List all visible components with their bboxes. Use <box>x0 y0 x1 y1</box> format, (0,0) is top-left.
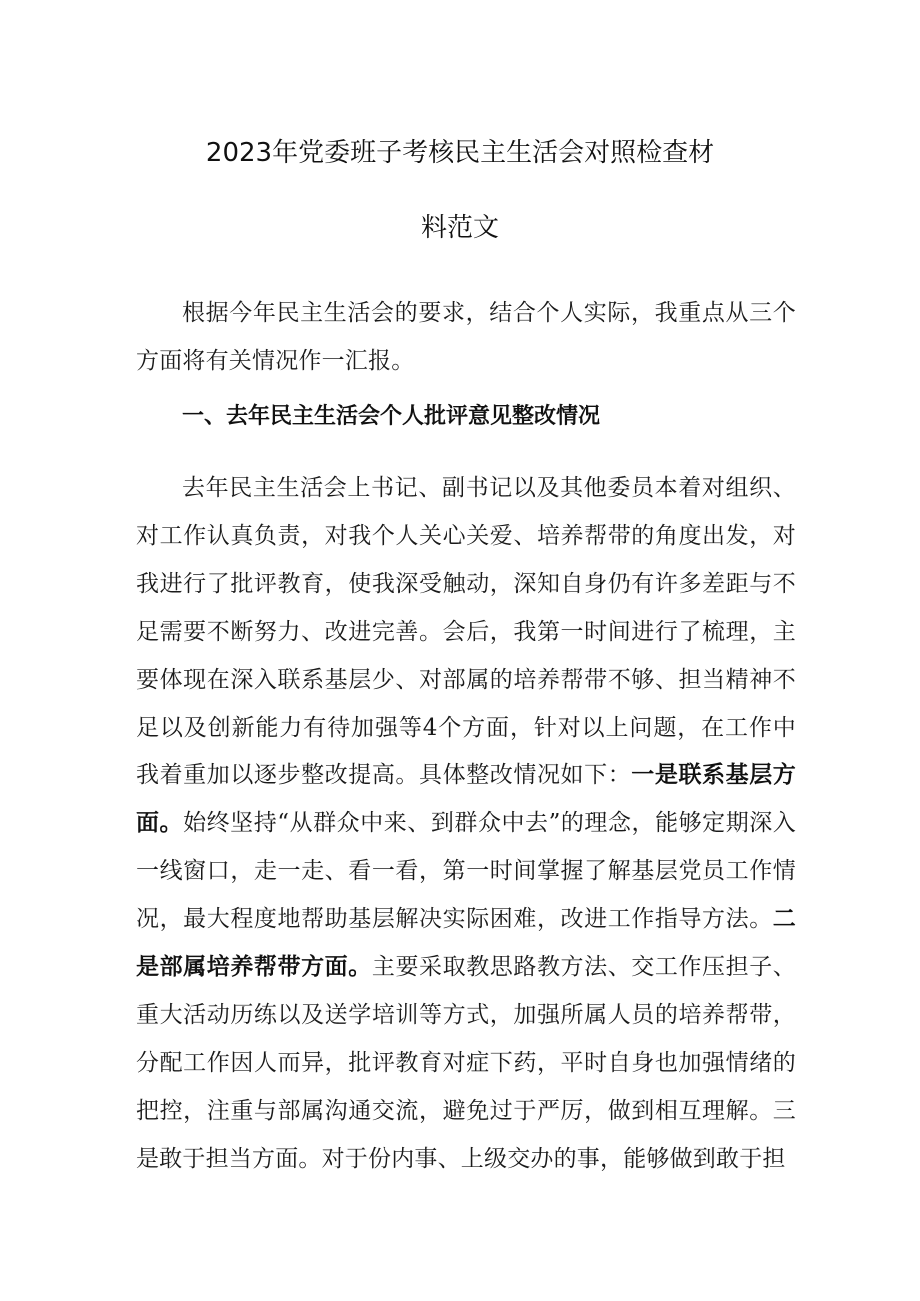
section-1-heading: 一、去年民主生活会个人批评意见整改情况 <box>182 404 601 429</box>
document-title-line-1: 2023年党委班子考核民主生活会对照检查材 <box>205 138 715 168</box>
bold-point-subordinate-training: 二是部属培养帮带方面。 <box>136 906 796 981</box>
intro-paragraph: 根据今年民主生活会的要求，结合个人实际，我重点从三个方面将有关情况作一汇报。 <box>136 300 796 374</box>
paragraph-text: 主要采取教思路教方法、交工作压担子、重大活动历练以及送学培训等方式，加强所属人员的培养帮带，分配工作因人而异，批评教育对症下药，平时自身也加强情绪的把控，注重与部属沟通交流，避免过于严厉，做到相互理解。三是敢于担当方面。对于份内事、上级交办的事，能够做到敢于担 <box>136 954 797 1172</box>
document-title-line-2: 料范文 <box>420 213 499 243</box>
section-1-paragraph <box>136 465 796 1184</box>
paragraph-text: 始终坚持“从群众中来、到群众中去”的理念，能够定期深入一线窗口，走一走、看一看，第一时间掌握了解基层党员工作情况，最大程度地帮助基层解决实际困难，改进工作指导方法。 <box>136 810 796 933</box>
paragraph-text: 去年民主生活会上书记、副书记以及其他委员本着对组织、对工作认真负责，对我个人关心关爱、培养帮带的角度出发，对我进行了批评教育，使我深受触动，深知自身仍有许多差距与不足需要不断努力、改进完善。会后，我第一时间进行了梳理，主要体现在深入联系基层少、对部属的培养帮带不够、担当精神不足以及创新能力有待加强等4个方面，针对以上问题，在工作中我着重加以逐步整改提高。具体整改情况如下： <box>136 475 796 789</box>
bold-point-contact-grassroots: 一是联系基层方面。 <box>136 762 797 837</box>
